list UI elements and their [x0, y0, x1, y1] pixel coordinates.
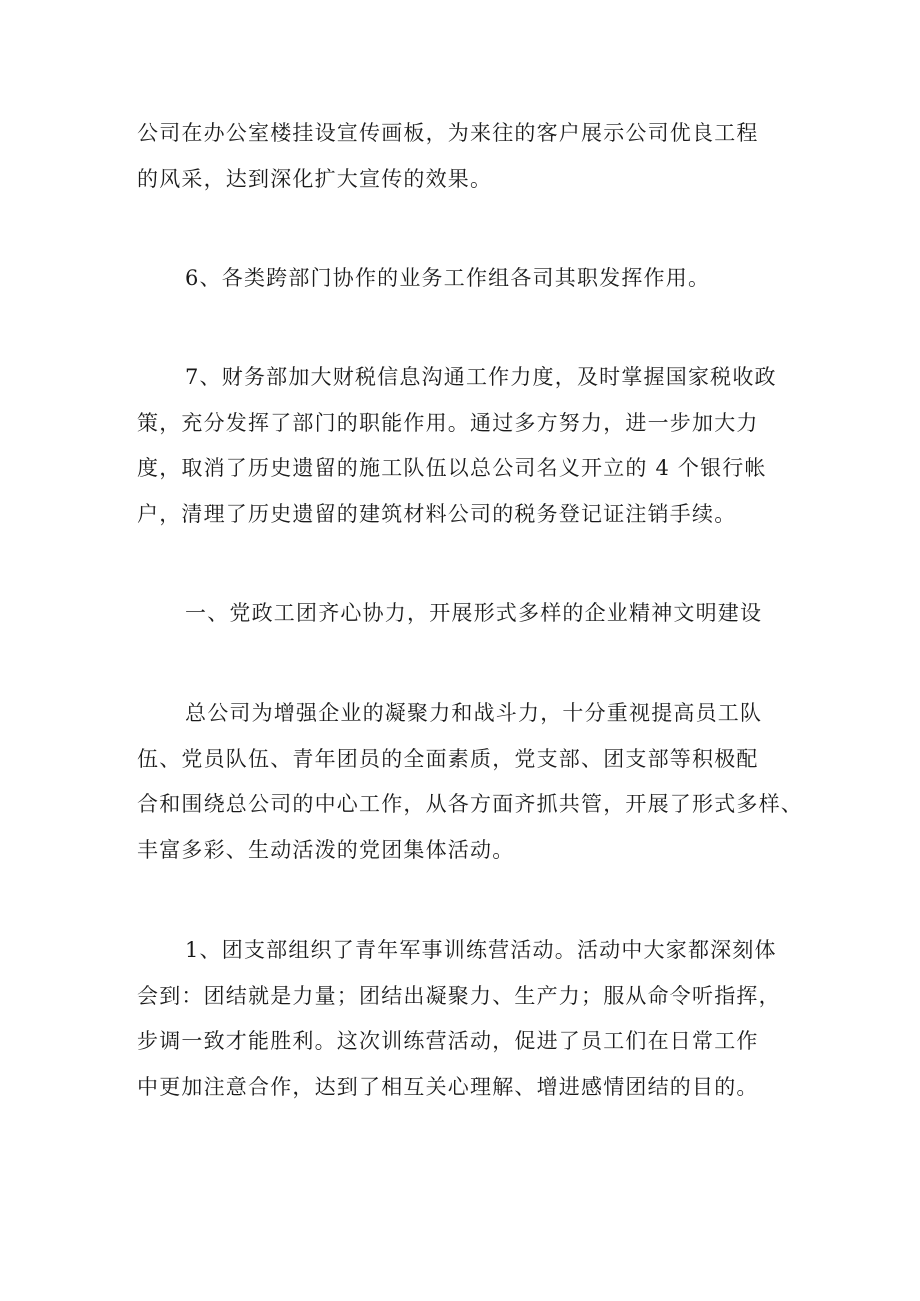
- text-line: 总公司为增强企业的凝聚力和战斗力，十分重视提高员工队: [185, 701, 763, 725]
- text-line: 公司在办公室楼挂设宣传画板，为来往的客户展示公司优良工程: [137, 121, 759, 145]
- text-line: 6、各类跨部门协作的业务工作组各司其职发挥作用。: [185, 266, 711, 290]
- paragraph-item-7: [137, 355, 797, 537]
- text-line: 中更加注意合作，达到了相互关心理解、增进感情团结的目的。: [137, 1074, 759, 1099]
- text-line: 1、团支部组织了青年军事训练营活动。活动中大家都深刻体: [185, 938, 777, 962]
- text-line: 合和围绕总公司的中心工作，从各方面齐抓共管，开展了形式多样、: [137, 792, 803, 816]
- text-line: 户，清理了历史遗留的建筑材料公司的税务登记证注销手续。: [137, 501, 737, 526]
- text-line: 丰富多彩、生动活泼的党团集体活动。: [137, 837, 515, 862]
- text-line: 度，取消了历史遗留的施工队伍以总公司名义开立的 4 个银行帐: [137, 456, 767, 480]
- text-line: 伍、党员队伍、青年团员的全面素质，党支部、团支部等积极配: [137, 746, 759, 771]
- text-line: 策，充分发挥了部门的职能作用。通过多方努力，进一步加大力: [137, 410, 759, 435]
- text-line: 步调一致才能胜利。这次训练营活动，促进了员工们在日常工作: [137, 1029, 759, 1053]
- paragraph-item-6: [137, 256, 797, 302]
- text-line: 会到：团结就是力量；团结出凝聚力、生产力；服从命令听指挥，: [137, 983, 781, 1008]
- text-line: 一、党政工团齐心协力，开展形式多样的企业精神文明建设: [185, 601, 763, 625]
- text-line: 7、财务部加大财税信息沟通工作力度，及时掌握国家税收政: [185, 365, 777, 389]
- paragraph-party-activities: [137, 691, 803, 873]
- text-line: 的风采，达到深化扩大宣传的效果。: [137, 166, 493, 191]
- paragraph-item-1-training-camp: [137, 928, 797, 1110]
- section-heading-1: [137, 591, 797, 637]
- paragraph-company-promotion: [137, 111, 797, 202]
